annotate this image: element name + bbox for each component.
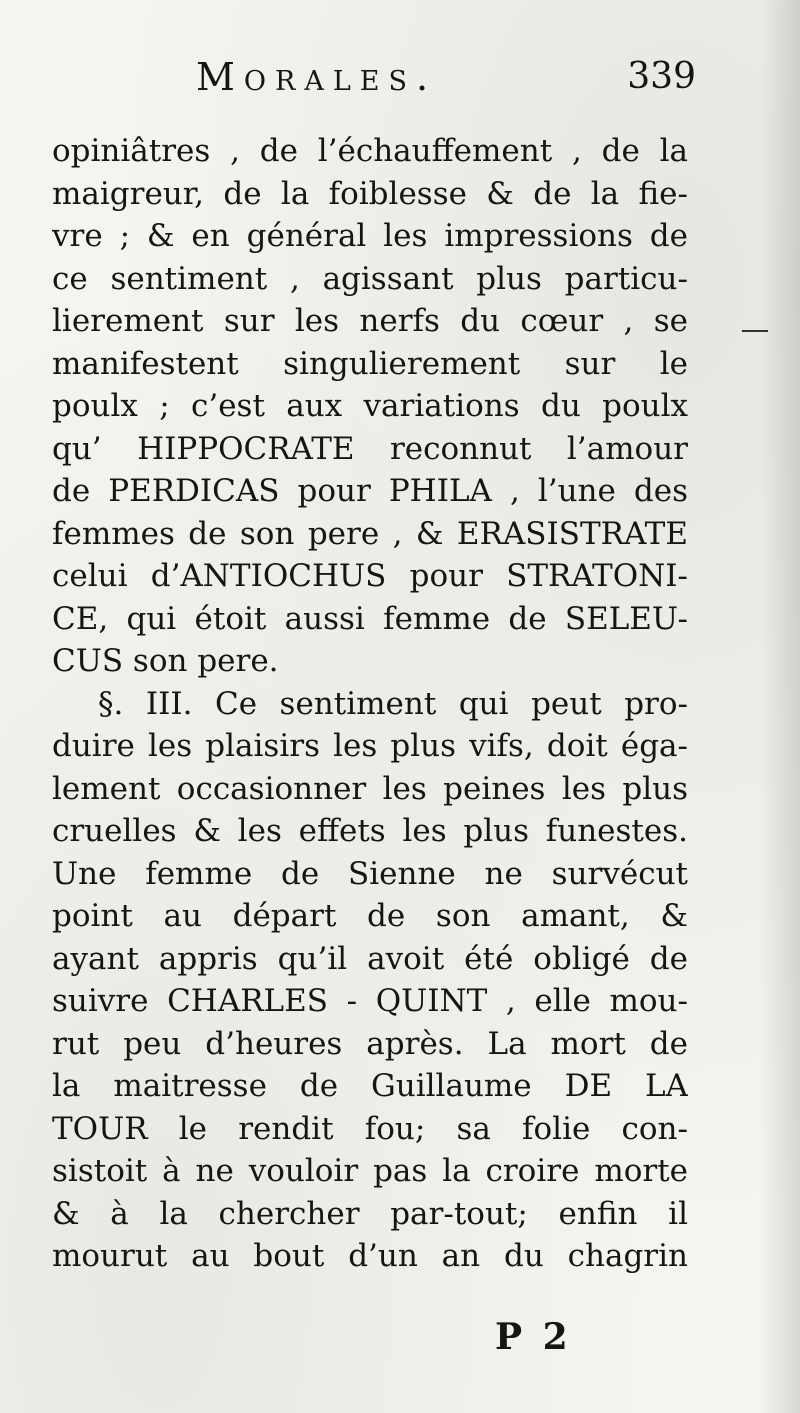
- text-line: maigreur, de la foiblesse & de la fie-: [52, 175, 688, 212]
- text-line: mourut au bout d’un an du chagrin: [52, 1238, 688, 1274]
- margin-mark: [742, 330, 768, 332]
- page-number: 339: [627, 56, 696, 97]
- text-line: Une femme de Sienne ne survécut: [52, 855, 688, 892]
- text-line: TOUR le rendit fou; sa folie con-: [52, 1110, 688, 1147]
- text-line: rut peu d’heures après. La mort de: [52, 1025, 688, 1062]
- text-line: vre ; & en général les impressions de: [52, 218, 688, 254]
- section-start-line: §. III. Ce sentiment qui peut pro-: [98, 685, 688, 722]
- text-line: lement occasionner les peines les plus: [52, 770, 688, 807]
- text-line: manifestent singulierement sur le: [52, 345, 688, 382]
- text-line: ayant appris qu’il avoit été obligé de: [52, 940, 688, 977]
- text-line: opiniâtres , de l’échauffement , de la: [52, 133, 688, 169]
- page-header: [196, 52, 696, 102]
- text-line: celui d’ANTIOCHUS pour STRATONI-: [52, 558, 688, 594]
- text-line: duire les plaisirs les plus vifs, doit éga-: [52, 728, 688, 764]
- text-line: & à la chercher par-tout; enfin il: [52, 1195, 688, 1232]
- text-line: sistoit à ne vouloir pas la croire morte: [52, 1153, 688, 1189]
- text-line: point au départ de son amant, &: [52, 898, 688, 934]
- text-line: qu’ HIPPOCRATE reconnut l’amour: [52, 430, 688, 467]
- text-line: lierement sur les nerfs du cœur , se: [52, 303, 688, 339]
- page-edge-shadow: [760, 0, 800, 1413]
- text-line: CE, qui étoit aussi femme de SELEU-: [52, 600, 688, 637]
- text-line: la maitresse de Guillaume DE LA: [52, 1068, 688, 1104]
- paragraph-end-line: CUS son pere.: [52, 643, 279, 679]
- running-title: Morales.: [196, 55, 438, 99]
- text-line: femmes de son pere , & ERASISTRATE: [52, 515, 688, 552]
- text-line: poulx ; c’est aux variations du poulx: [52, 388, 688, 424]
- text-line: cruelles & les effets les plus funestes.: [52, 813, 688, 849]
- body-text: [52, 130, 688, 1278]
- text-line: de PERDICAS pour PHILA , l’une des: [52, 473, 688, 509]
- text-line: suivre CHARLES - QUINT , elle mou-: [52, 983, 688, 1019]
- signature-mark: P 2: [495, 1316, 572, 1358]
- text-line: ce sentiment , agissant plus particu-: [52, 260, 688, 297]
